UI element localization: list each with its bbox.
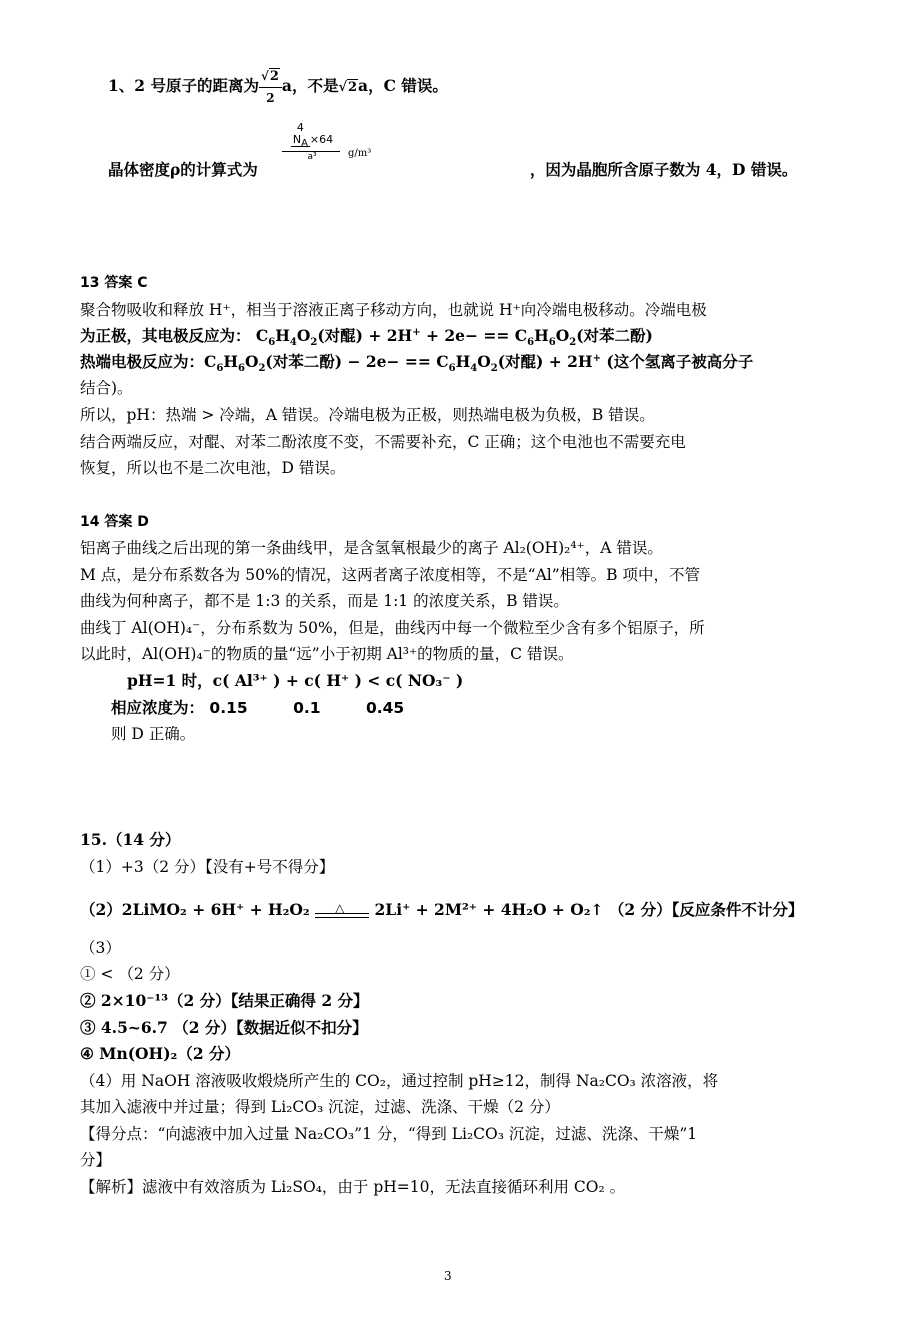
text: 为正极，其电极反应为： C: [80, 326, 269, 345]
q15-a3-2: ② 2×10⁻¹³（2 分）【结果正确得 2 分】: [80, 991, 369, 1010]
text: 1、2 号原子的距离为: [108, 76, 259, 95]
q14-p8: 则 D 正确。: [111, 725, 196, 743]
q13-p1: 聚合物吸收和释放 H⁺，相当于溶液正离子移动方向，也就说 H⁺向冷端电极移动。冷端电极: [80, 301, 707, 319]
q13-heading: 13 答案 C: [80, 275, 148, 291]
q14-heading: 14 答案 D: [80, 514, 149, 530]
sqrt-value: 2: [269, 69, 279, 84]
q14-p7: [111, 698, 404, 718]
text: a，不是: [281, 76, 339, 95]
q14-p1: 铝离子曲线之后出现的第一条曲线甲，是含氢氧根最少的离子 Al₂(OH)₂⁴⁺，A 错误。: [80, 539, 663, 557]
sqrt2-over-2-fraction: $\frac{√2}{2}$: [259, 66, 282, 108]
q13-p7: 恢复，所以也不是二次电池，D 错误。: [80, 459, 346, 477]
value-no3: 0.45: [365, 699, 405, 717]
sqrt-value: 2: [348, 80, 358, 95]
q15-a3: （3）: [80, 939, 121, 957]
q14-p4: 曲线丁 Al(OH)₄⁻，分布系数为 50%，但是，曲线丙中每一个微粒至少含有多个铝原子，所: [80, 619, 705, 637]
denominator: 2: [266, 91, 275, 105]
numerator-4: 4: [296, 121, 304, 134]
text: ，因为晶胞所含原子数为 4，D 错误。: [529, 160, 798, 179]
q15-a1: （1）+3（2 分）【没有+号不得分】: [80, 858, 335, 876]
na-subscript: A: [301, 138, 308, 150]
q13-p4: 结合)。: [80, 379, 133, 397]
text: a，C 错误。: [358, 76, 448, 95]
q13-p2: 为正极，其电极反应为： $C_6H_4O_2$(对醌) + $2H^+ + 2e- == C_6H_6O_2$(对苯二酚): [80, 326, 653, 349]
q14-p2: M 点，是分布系数各为 50%的情况，这两者离子浓度相等，不是“Al”相等。B 项中，不管: [80, 566, 700, 584]
text: 2Li⁺ + 2M²⁺ + 4H₂O + O₂↑ （2 分）【反应条件不计分】: [374, 900, 804, 919]
q14-p5: 以此时，Al(OH)₄⁻的物质的量“远”小于初期 Al³⁺的物质的量，C 错误。: [80, 645, 574, 663]
q14-p3: 曲线为何种离子，都不是 1:3 的关系，而是 1:1 的浓度关系，B 错误。: [80, 592, 569, 610]
line-atom-distance: [108, 66, 448, 108]
denominator-a-cubed: a³: [307, 152, 317, 162]
sqrt2: √2: [338, 80, 358, 95]
delta-symbol: △: [335, 901, 345, 915]
q15-heading: 15.（14 分）: [80, 830, 181, 849]
text: 热端电极反应为：C: [80, 352, 217, 371]
density-unit: g/m³: [348, 148, 372, 159]
text: （2）2LiMO₂ + 6H⁺ + H₂O₂: [80, 900, 310, 919]
q15-a4-5: 【解析】滤液中有效溶质为 Li₂SO₄，由于 pH=10，无法直接循环利用 CO₂ 。: [80, 1178, 626, 1196]
value-h: 0.1: [293, 699, 321, 717]
q13-p5: 所以，pH：热端 > 冷端，A 错误。冷端电极为正极，则热端电极为负极，B 错误。: [80, 406, 655, 424]
q13-p3: 热端电极反应为：$C_6H_6O_2$(对苯二酚) − $2e- == C_6H_4O_2$(对醌) + 2H+ (这个氢离子被高分子: [80, 352, 754, 375]
q15-a4-3: 【得分点：“向滤液中加入过量 Na₂CO₃”1 分，“得到 Li₂CO₃ 沉淀，过滤、洗涤、干燥”1: [80, 1125, 698, 1143]
numerator-na: N: [292, 133, 302, 146]
density-formula: [282, 122, 342, 162]
text: 晶体密度ρ的计算式为: [108, 160, 258, 179]
label: 相应浓度为：: [111, 698, 205, 717]
line-density: [108, 160, 797, 180]
q15-a4-4: 分】: [80, 1151, 112, 1169]
q15-a4-1: （4）用 NaOH 溶液吸收煅烧所产生的 CO₂，通过控制 pH≥12，制得 Na₂CO₃ 浓溶液，将: [80, 1072, 719, 1090]
value-al: 0.15: [209, 699, 248, 717]
q15-a3-1: ① < （2 分）: [80, 965, 180, 983]
q14-p6: pH=1 时，c( Al³⁺ ) + c( H⁺ ) < c( NO₃⁻ ): [127, 671, 464, 690]
q15-a4-2: 其加入滤液中并过量；得到 Li₂CO₃ 沉淀，过滤、洗涤、干燥（2 分）: [80, 1098, 560, 1116]
q13-p6: 结合两端反应，对醌、对苯二酚浓度不变，不需要补充，C 正确；这个电池也不需要充电: [80, 433, 686, 451]
q15-a2: [80, 900, 803, 920]
q15-a3-4: ④ Mn(OH)₂（2 分）: [80, 1044, 241, 1063]
numerator-times-64: ×64: [309, 133, 334, 146]
q15-a3-3: ③ 4.5~6.7 （2 分）【数据近似不扣分】: [80, 1018, 368, 1037]
heating-equals-sign: [315, 902, 369, 920]
page-number: 3: [444, 1269, 452, 1283]
